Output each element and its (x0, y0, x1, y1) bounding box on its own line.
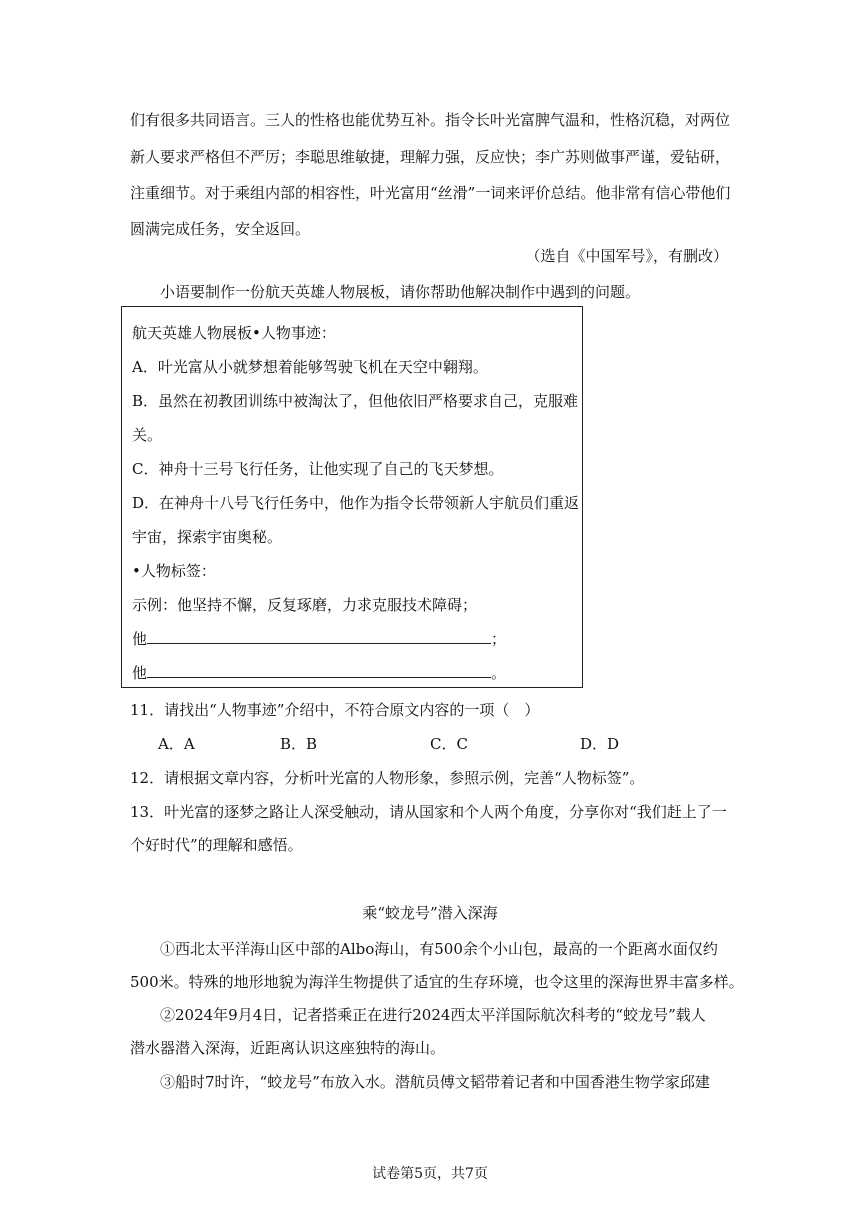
passage2-line: ③船时7时许，“蛟龙号”布放入水。潜航员傅文韬带着记者和中国香港生物学家邱建 (160, 1073, 710, 1091)
passage2-title: 乘“蛟龙号”潜入深海 (362, 904, 498, 922)
passage2-line: 潜水器潜入深海，近距离认识这座独特的海山。 (130, 1039, 446, 1057)
board-title: 航天英雄人物展板•人物事迹： (132, 324, 336, 342)
option-a[interactable]: A．A (158, 735, 195, 753)
task-intro: 小语要制作一份航天英雄人物展板，请你帮助他解决制作中遇到的问题。 (160, 283, 641, 301)
blank-prefix: 他 (132, 664, 148, 682)
page-footer: 试卷第5页，共7页 (372, 1166, 488, 1182)
tag-blank-2[interactable] (132, 663, 506, 683)
passage1-line: 新人要求严格但不严厉；李聪思维敏捷，理解力强，反应快；李广苏则做事严谨，爱钻研， (130, 148, 731, 166)
tag-heading: •人物标签： (132, 562, 216, 580)
passage1-line: 们有很多共同语言。三人的性格也能优势互补。指令长叶光富脾气温和，性格沉稳，对两位 (130, 111, 731, 129)
passage1-line: 圆满完成任务，安全返回。 (130, 220, 311, 238)
option-d[interactable]: D．D (580, 735, 620, 753)
passage2-line: 500米。特殊的地形地貌为海洋生物提供了适宜的生存环境，也令这里的深海世界丰富多样。 (130, 973, 744, 991)
fill-in-line[interactable] (147, 663, 491, 678)
board-item-d-cont: 宇宙，探索宇宙奥秘。 (132, 528, 283, 546)
option-b[interactable]: B．B (280, 735, 318, 753)
exhibition-board (121, 306, 583, 688)
question-11: 11．请找出“人物事迹”介绍中，不符合原文内容的一项（ ） (130, 701, 540, 719)
option-c[interactable]: C．C (430, 735, 468, 753)
blank-prefix: 他 (132, 630, 148, 648)
passage1-line: 注重细节。对于乘组内部的相容性，叶光富用“丝滑”一词来评价总结。他非常有信心带他们 (130, 184, 731, 202)
board-item-c: C．神舟十三号飞行任务，让他实现了自己的飞天梦想。 (132, 460, 504, 478)
tag-blank-1[interactable] (132, 629, 506, 649)
question-13: 13．叶光富的逐梦之路让人深受触动，请从国家和个人两个角度，分享你对“我们赶上了一 (130, 803, 727, 821)
board-item-b: B．虽然在初教团训练中被淘汰了，但他依旧严格要求自己，克服难 (132, 392, 579, 410)
blank-suffix: ； (491, 630, 507, 648)
source-citation: （选自《中国军号》，有删改） (525, 247, 728, 265)
question-12: 12．请根据文章内容，分析叶光富的人物形象，参照示例，完善“人物标签”。 (130, 769, 645, 787)
tag-example: 示例：他坚持不懈，反复琢磨，力求克服技术障碍； (132, 596, 478, 614)
question-13-cont: 个好时代”的理解和感悟。 (130, 836, 303, 854)
board-item-b-cont: 关。 (132, 426, 163, 444)
fill-in-line[interactable] (147, 629, 491, 644)
passage2-line: ②2024年9月4日，记者搭乘正在进行2024西太平洋国际航次科考的“蛟龙号”载人 (160, 1006, 706, 1024)
board-item-a: A．叶光富从小就梦想着能够驾驶飞机在天空中翱翔。 (132, 358, 488, 376)
blank-suffix: 。 (491, 664, 507, 682)
board-item-d: D．在神舟十八号飞行任务中，他作为指令长带领新人宇航员们重返 (132, 494, 580, 512)
passage2-line: ①西北太平洋海山区中部的Albo海山，有500余个小山包，最高的一个距离水面仅约 (160, 940, 718, 958)
